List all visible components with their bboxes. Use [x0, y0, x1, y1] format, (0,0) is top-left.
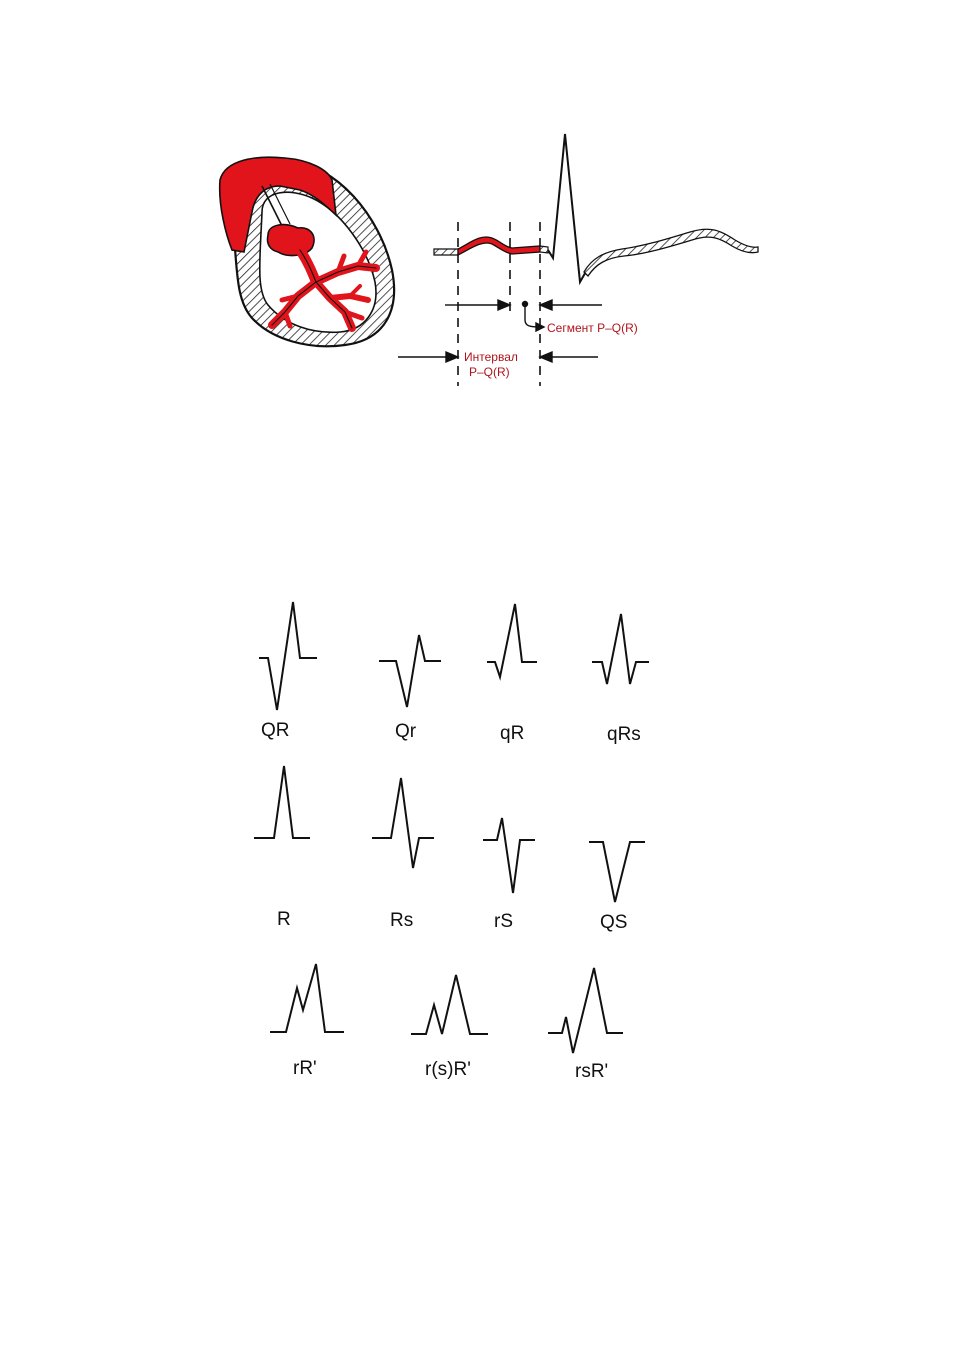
heart-illustration [220, 157, 394, 346]
qrs-shape-R [254, 766, 310, 838]
qrs-shape-rR [270, 964, 344, 1032]
qrs-label-qR: qR [500, 723, 525, 744]
qrs-label-Rs: Rs [390, 910, 414, 931]
qrs-labels [261, 720, 641, 1082]
qrs-label-rsR-prime: rsR' [575, 1061, 609, 1082]
interval-pq-label-line2: P–Q(R) [469, 365, 510, 379]
qrs-shape-qR [487, 604, 537, 677]
qrs-label-QR: QR [261, 720, 290, 741]
st-t-wave [584, 229, 758, 276]
qrs-shape-Qr [379, 635, 441, 707]
qrs-morphology-grid [254, 602, 649, 1053]
qrs-shape-qRs [592, 614, 649, 684]
qrs-label-rS: rS [494, 911, 513, 932]
qrs-shape-rS [483, 818, 535, 893]
interval-pq-label-line1: Интервал [464, 350, 518, 364]
qrs-label-QS: QS [600, 912, 628, 933]
qrs-shape-QR [259, 602, 317, 710]
ecg-complex [398, 134, 758, 386]
av-node [267, 225, 314, 256]
qrs-label-rR: rR' [293, 1058, 317, 1079]
qrs-shape-Rs [372, 778, 434, 868]
qrs-shape-rsR [411, 975, 488, 1034]
qrs-label-R: R [277, 909, 291, 930]
p-wave [458, 237, 540, 255]
qrs-label-qRs: qRs [607, 724, 641, 745]
qrs-label-Qr: Qr [395, 721, 417, 742]
ecg-baseline-start [434, 249, 458, 255]
qrs-complex [548, 134, 588, 282]
qrs-label-rsR: r(s)R' [425, 1059, 471, 1080]
qrs-shape-rsR-prime [548, 968, 623, 1053]
qrs-shape-QS [589, 842, 645, 902]
segment-pq-label: Сегмент P–Q(R) [547, 321, 638, 335]
